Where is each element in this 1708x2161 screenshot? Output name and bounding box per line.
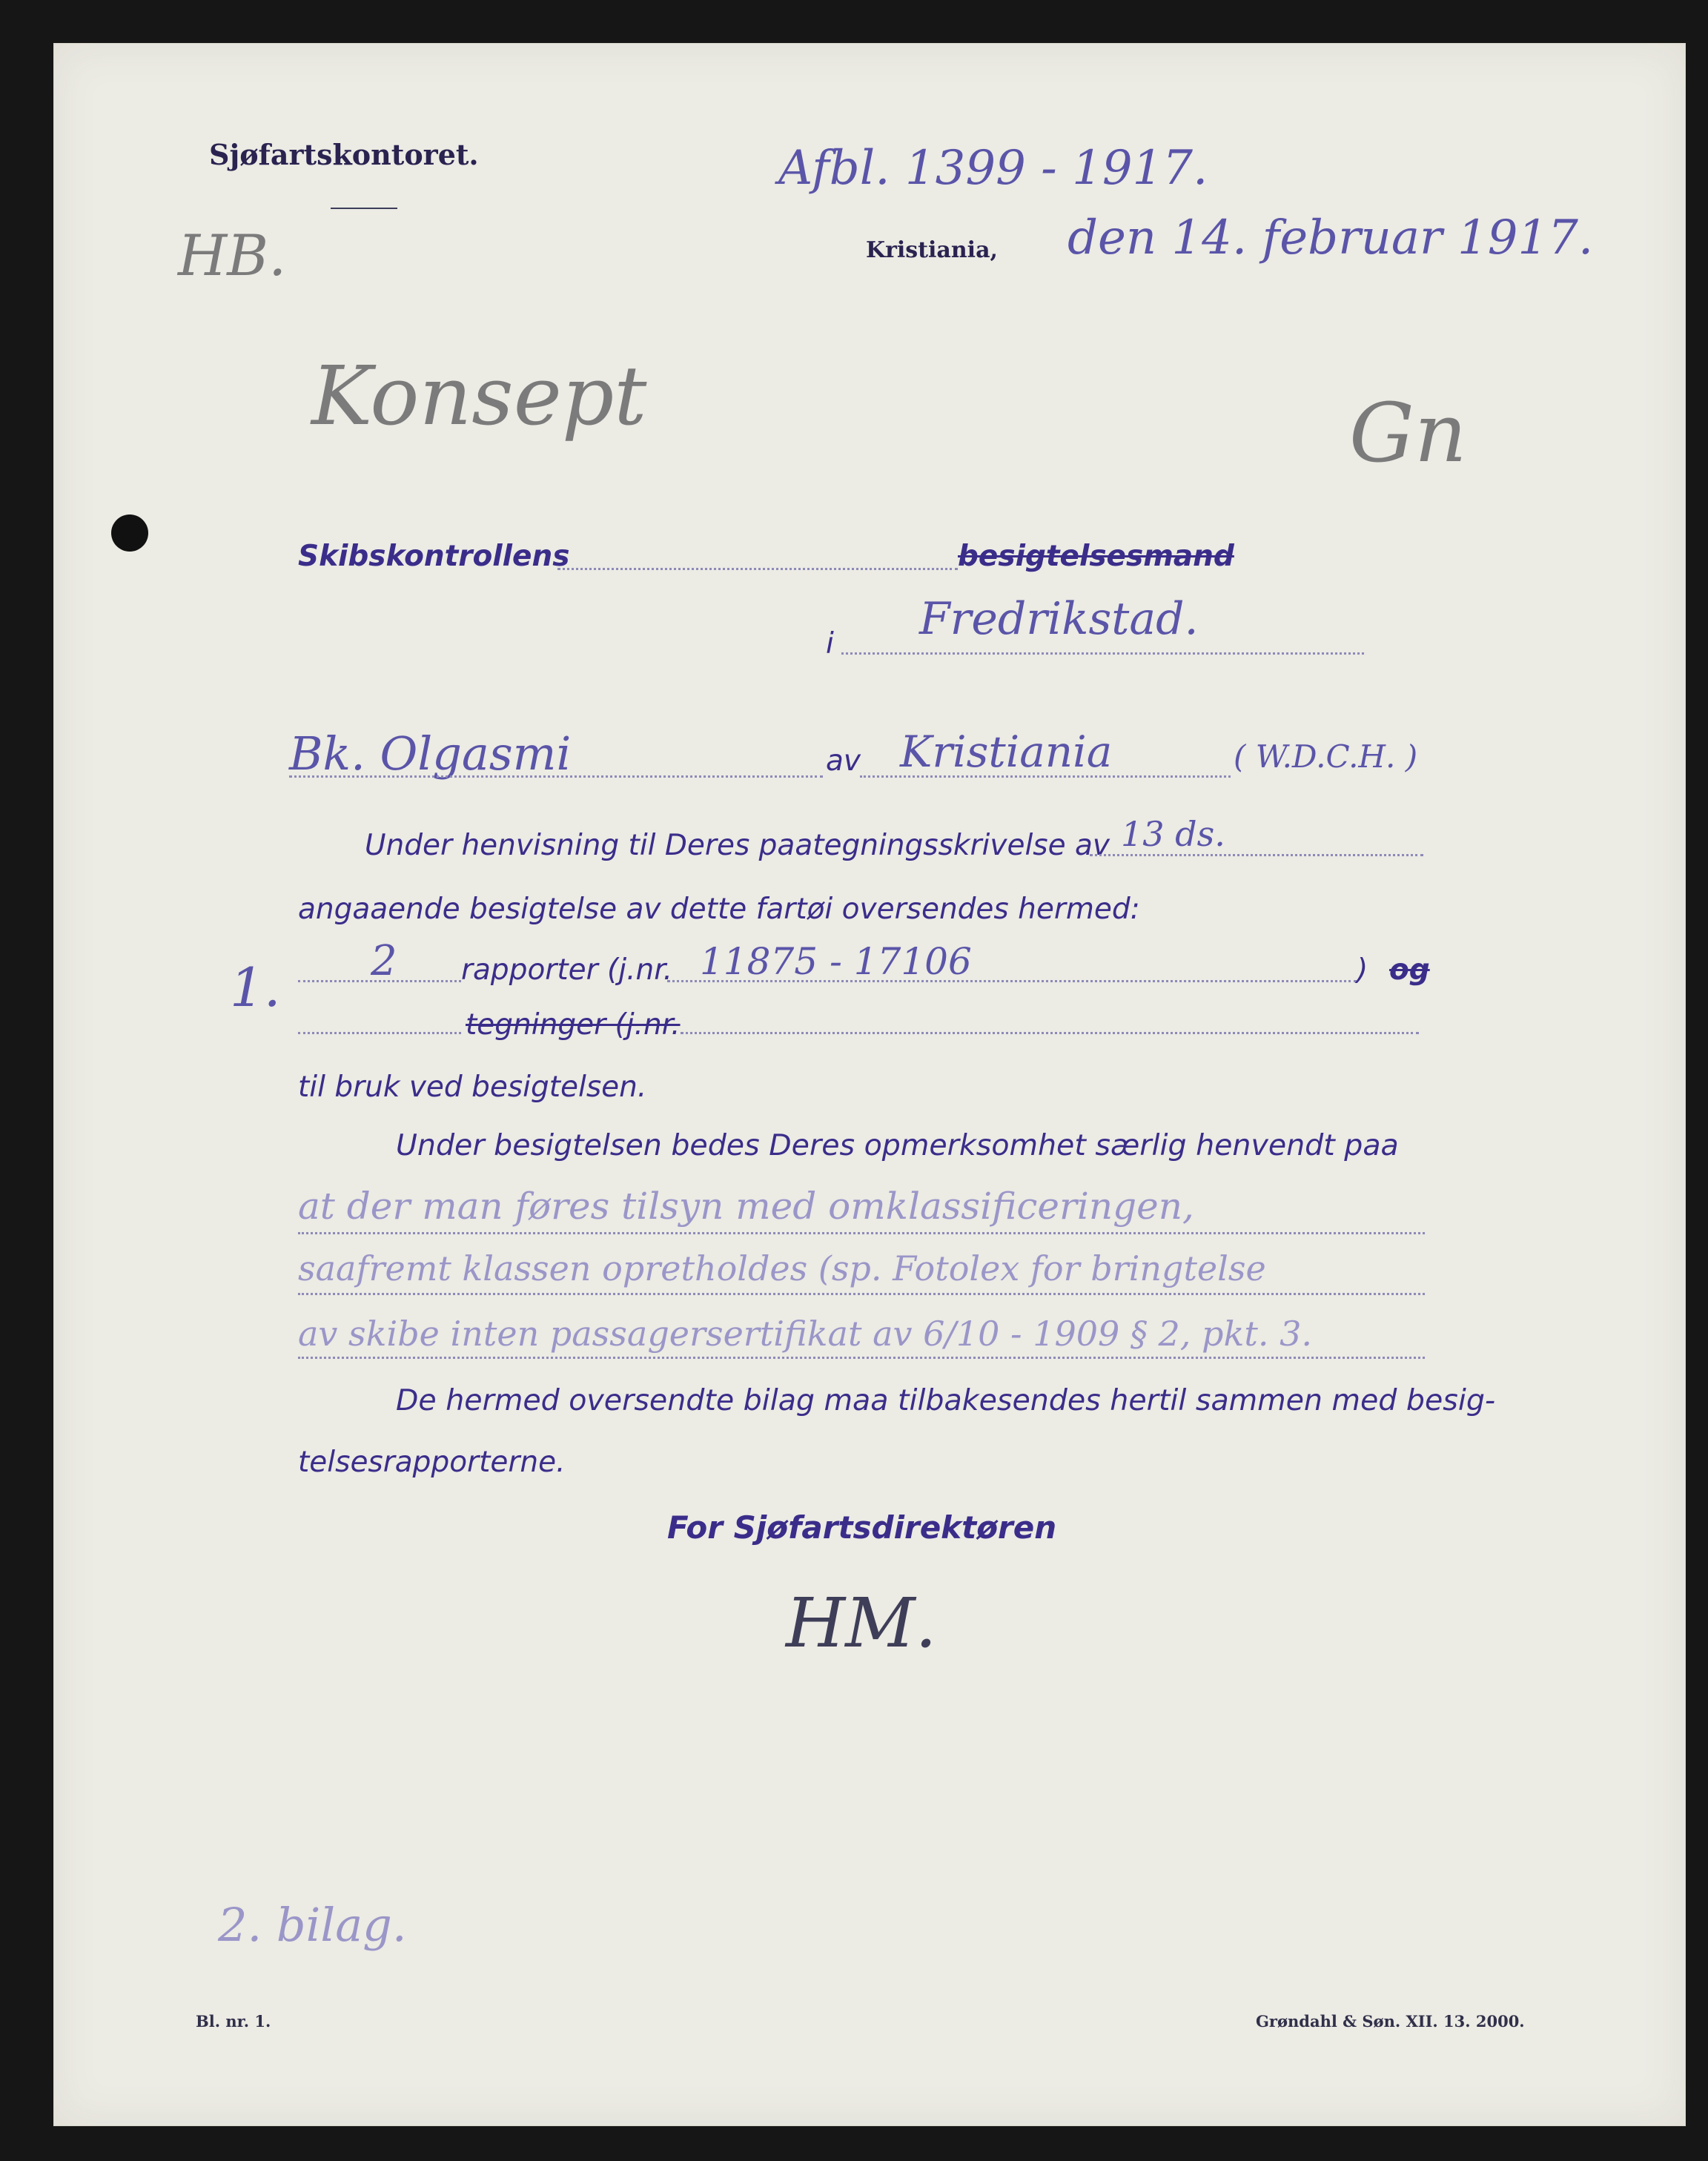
concept-mark: Konsept <box>311 348 647 443</box>
dotted-line <box>298 1032 461 1034</box>
dotted-line <box>860 775 1231 778</box>
dotted-line <box>557 568 958 570</box>
dotted-line <box>1090 854 1423 856</box>
dotted-line <box>681 1032 1419 1034</box>
para1-line2: angaaende besigtelse av dette fartøi oversendes hermed: <box>298 893 1140 926</box>
punch-hole <box>111 514 148 552</box>
enclosures-note: 2. bilag. <box>218 1898 407 1952</box>
signal-letters: ( W.D.C.H. ) <box>1234 738 1418 775</box>
closing: For Sjøfartsdirektøren <box>667 1509 1057 1546</box>
initials-pencil: HB. <box>178 222 287 288</box>
printer-imprint: Grøndahl & Søn. XII. 13. 2000. <box>1256 2012 1525 2031</box>
item-marker: 1. <box>230 956 281 1019</box>
office-name: Sjøfartskontoret. <box>209 138 479 171</box>
signature: HM. <box>786 1583 937 1663</box>
handwritten-line3: av skibe inten passagersertifikat av 6/10 - 1909 § 2, pkt. 3. <box>298 1314 1312 1354</box>
reports-label: rapporter (j.nr. <box>461 953 673 987</box>
date-handwritten: den 14. februar 1917. <box>1068 211 1594 265</box>
home-port: Kristiania <box>900 727 1113 777</box>
para2-line1: Under besigtelsen bedes Deres opmerksomhet særlig henvendt paa <box>396 1128 1399 1162</box>
form-number: Bl. nr. 1. <box>196 2012 271 2031</box>
dotted-line <box>667 980 1357 982</box>
addressee-role-struck: besigtelsesmand <box>958 540 1234 573</box>
vessel-name: Bk. Olgasmi <box>289 727 572 781</box>
reports-close: ) <box>1357 953 1368 987</box>
para1-line1: Under henvisning til Deres paategningsskrivelse av <box>365 829 1110 862</box>
pencil-initial: Gn <box>1349 385 1467 480</box>
dotted-line <box>298 1293 1425 1295</box>
para3-line1: De hermed oversendte bilag maa tilbakesendes hertil sammen med besig- <box>396 1383 1496 1417</box>
handwritten-line1: at der man føres tilsyn med omklassificeringen, <box>298 1185 1194 1228</box>
para1-date: 13 ds. <box>1121 814 1225 854</box>
addressee-place: Fredrikstad. <box>919 593 1199 645</box>
reference-number: Afbl. 1399 - 1917. <box>778 141 1208 196</box>
place-printed: Kristiania, <box>866 237 998 263</box>
header-rule <box>331 208 397 209</box>
para3-line2: telsesrapporterne. <box>298 1446 566 1479</box>
dotted-line <box>298 1232 1425 1234</box>
of-label: av <box>826 744 861 778</box>
reports-count: 2 <box>371 937 397 985</box>
dotted-line <box>841 652 1364 655</box>
reports-number: 11875 - 17106 <box>700 940 972 983</box>
og-struck: og <box>1389 953 1430 987</box>
addressee-role: Skibskontrollens <box>298 540 570 573</box>
handwritten-line2: saafremt klassen opretholdes (sp. Fotolex for bringtelse <box>298 1248 1266 1288</box>
place-prefix: i <box>826 627 834 661</box>
drawings-label: tegninger (j.nr. <box>466 1008 681 1042</box>
dotted-line <box>298 980 461 982</box>
dotted-line <box>298 1357 1425 1359</box>
dotted-line <box>289 775 823 778</box>
para1-line3: til bruk ved besigtelsen. <box>298 1070 647 1104</box>
